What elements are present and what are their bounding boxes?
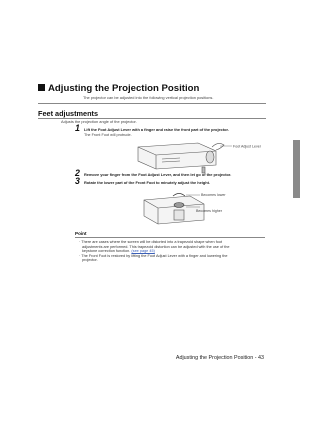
- subheading: Feet adjustments: [38, 109, 99, 118]
- intro-text: The projector can be adjusted into the following vertical projection positions.: [83, 95, 214, 100]
- point-line-4: · The Front Foot is restored by lifting the Foot Adjust Lever with a finger and lowering the: [79, 253, 228, 258]
- point-line-5: projector.: [82, 258, 98, 263]
- page-heading: [38, 83, 199, 94]
- point-line-3-text: keystone correction function.: [82, 249, 131, 254]
- figure-lift-lever: [120, 137, 261, 177]
- higher-callout: Becomes higher: [196, 209, 222, 213]
- step-2-number: 2: [75, 168, 80, 178]
- heading-text: Adjusting the Projection Position: [48, 83, 200, 94]
- section-divider: [38, 103, 266, 104]
- page-footer: Adjusting the Projection Position - 43: [175, 355, 264, 361]
- step-1-number: 1: [75, 123, 80, 133]
- lower-callout: Becomes lower: [201, 193, 226, 197]
- step-1-text: Lift the Foot Adjust Lever with a finger and raise the front part of the projector.: [84, 127, 229, 132]
- subheading-description: Adjusts the projection angle of the projector.: [61, 119, 137, 124]
- step-2-text: Remove your finger from the Foot Adjust Lever, and then let go of the projector.: [84, 172, 232, 177]
- figure-rotate-foot: [140, 190, 250, 226]
- point-line-1: · There are cases where the screen will be distorted into a trapezoid shape when foot: [79, 240, 223, 244]
- projector-underside-drawing: [144, 194, 204, 225]
- step-3-number: 3: [75, 176, 80, 186]
- heading-bullet-icon: [38, 84, 45, 91]
- step-3-text: Rotate the lower part of the Front Foot to minutely adjust the height.: [84, 180, 211, 185]
- lever-callout: Foot Adjust Lever: [233, 144, 261, 149]
- point-body: [79, 240, 265, 263]
- chapter-tab: [293, 140, 300, 198]
- point-line-2: adjustments are performed. This trapezoid distortion can be adjusted with the use of the: [82, 244, 230, 249]
- point-divider: [75, 237, 265, 238]
- step-1-subtext: The Front Foot will protrude.: [84, 133, 132, 137]
- see-page-link[interactable]: (see page 45): [131, 249, 155, 254]
- point-label: Point: [75, 231, 87, 236]
- projector-drawing: [138, 143, 224, 173]
